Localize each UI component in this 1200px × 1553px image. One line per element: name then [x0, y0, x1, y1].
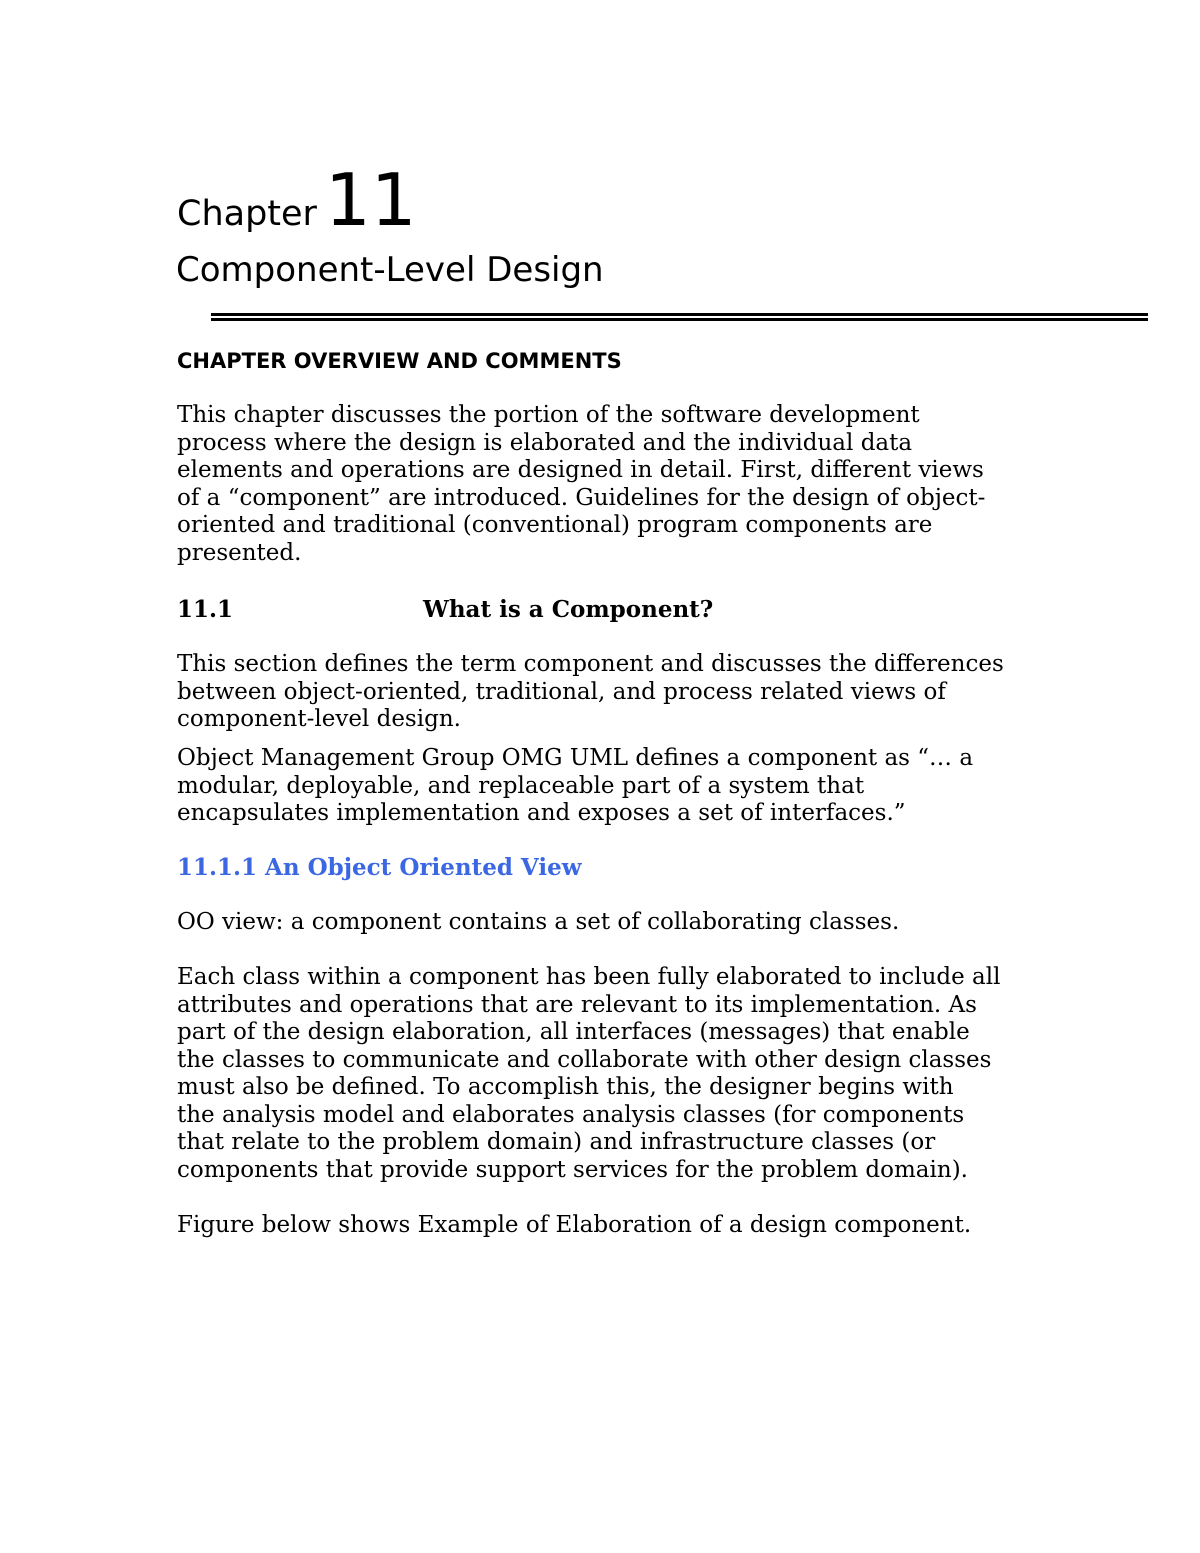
oo-view-line: OO view: a component contains a set of collaborating classes. [177, 909, 900, 935]
section-intro-paragraph [177, 651, 1057, 734]
class-detail-line: part of the design elaboration, all interfaces (messages) that enable [177, 1019, 970, 1045]
omg-definition-line: Object Management Group OMG UML defines a component as “… a [177, 745, 974, 771]
chapter-label: Chapter [177, 194, 317, 234]
chapter-title: Component-Level Design [176, 250, 604, 290]
title-divider-bottom [211, 318, 1148, 321]
section-intro-line: component-level design. [177, 706, 461, 732]
class-detail-line: must also be defined. To accomplish this, the designer begins with [177, 1074, 954, 1100]
overview-line: presented. [177, 539, 302, 566]
oo-view-paragraph [177, 909, 1057, 937]
omg-definition-line: encapsulates implementation and exposes a set of interfaces.” [177, 800, 906, 826]
class-detail-line: attributes and operations that are relevant to its implementation. As [177, 991, 977, 1018]
class-detail-line: Each class within a component has been fully elaborated to include all [177, 964, 1001, 990]
class-detail-line: the analysis model and elaborates analysis classes (for components [177, 1101, 965, 1128]
class-detail-line: the classes to communicate and collaborate with other design classes [177, 1046, 992, 1073]
overview-line: oriented and traditional (conventional) program components are [177, 512, 933, 538]
section-number: 11.1 [177, 596, 234, 623]
overview-heading: CHAPTER OVERVIEW AND COMMENTS [177, 349, 622, 373]
title-divider-top [211, 313, 1148, 316]
overview-line: of a “component” are introduced. Guidelines for the design of object- [177, 484, 986, 511]
class-detail-paragraph [177, 964, 1057, 1184]
overview-line: process where the design is elaborated and the individual data [177, 429, 913, 456]
overview-line: elements and operations are designed in detail. First, different views [177, 457, 984, 483]
overview-paragraph [177, 402, 1057, 567]
chapter-number: 11 [324, 158, 417, 242]
omg-definition-paragraph [177, 745, 1057, 828]
subsection-heading: 11.1.1 An Object Oriented View [177, 854, 582, 881]
figure-reference-paragraph [177, 1212, 1057, 1240]
chapter-heading [177, 158, 417, 242]
overview-line: This chapter discusses the portion of the software development [177, 402, 920, 428]
section-intro-line: between object-oriented, traditional, and process related views of [177, 678, 946, 705]
class-detail-line: that relate to the problem domain) and infrastructure classes (or [177, 1129, 936, 1155]
figure-reference-line: Figure below shows Example of Elaboration of a design component. [177, 1212, 972, 1238]
section-intro-line: This section defines the term component and discusses the differences [177, 651, 1004, 677]
section-title: What is a Component? [423, 596, 714, 623]
omg-definition-line: modular, deployable, and replaceable part of a system that [177, 772, 865, 799]
class-detail-line: components that provide support services for the problem domain). [177, 1156, 968, 1183]
